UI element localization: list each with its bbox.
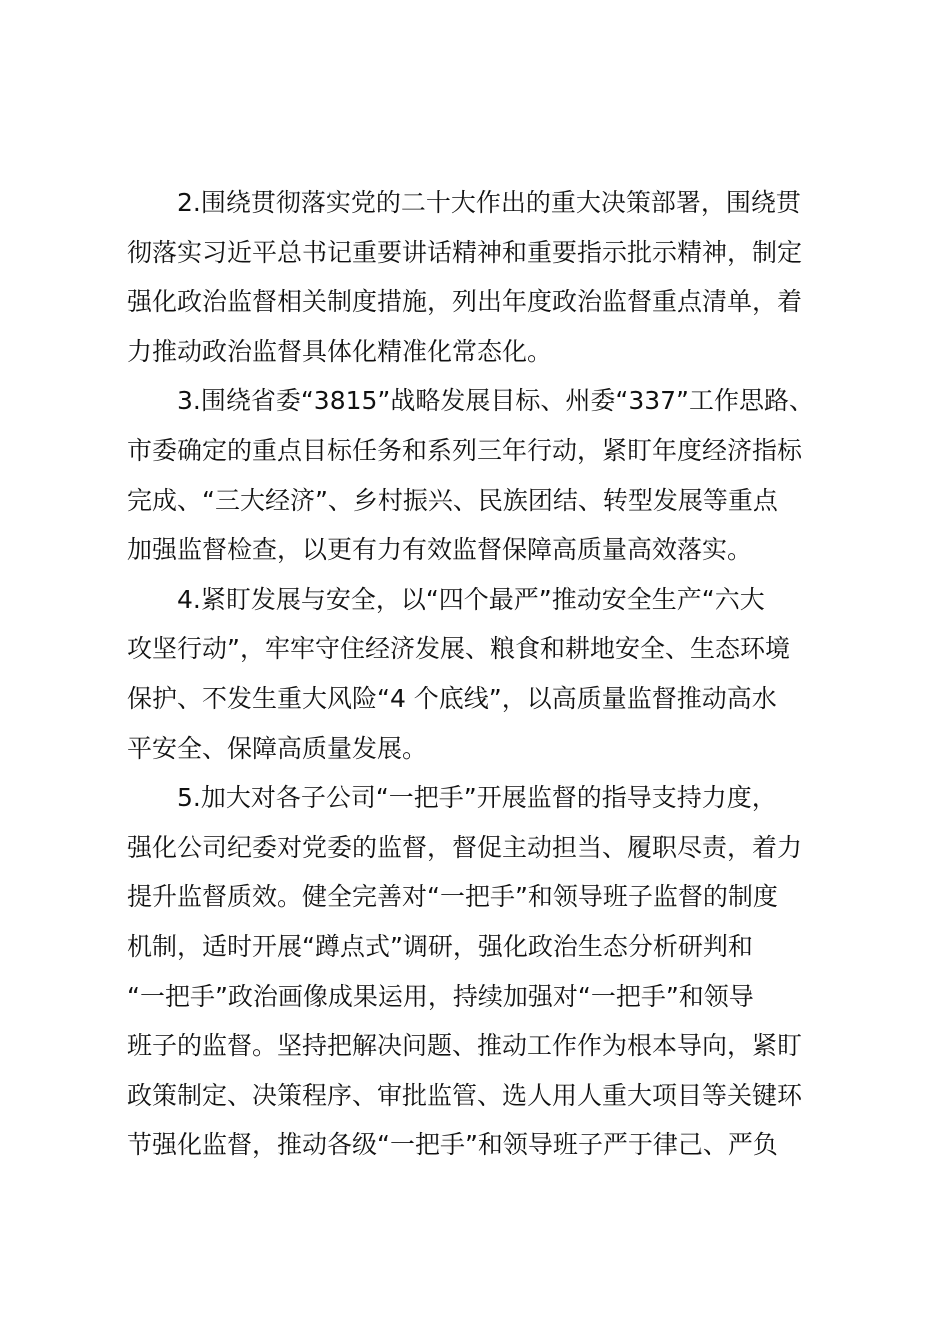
text-line: 4.紧盯发展与安全，以“四个最严”推动安全生产“六大 [177,584,765,614]
text-line: 5.加大对各子公司“一把手”开展监督的指导支持力度， [177,783,777,813]
text-line: 政策制定、决策程序、审批监管、选人用人重大项目等关键环 [127,1080,803,1110]
text-line: 保护、不发生重大风险“4 个底线”，以高质量监督推动高水 [127,683,777,713]
text-line: 彻落实习近平总书记重要讲话精神和重要指示批示精神，制定 [127,237,803,267]
paragraph-item-4 [127,575,839,773]
text-line: 班子的监督。坚持把解决问题、推动工作作为根本导向，紧盯 [127,1031,803,1061]
text-line: 强化公司纪委对党委的监督，督促主动担当、履职尽责，着力 [127,832,803,862]
text-line: 平安全、保障高质量发展。 [127,733,428,763]
paragraph-item-2 [127,178,839,376]
text-line: 完成、“三大经济”、乡村振兴、民族团结、转型发展等重点 [127,485,778,515]
text-line: 机制，适时开展“蹲点式”调研，强化政治生态分析研判和 [127,931,753,961]
text-line: 3.围绕省委“3815”战略发展目标、州委“337”工作思路、 [177,386,815,416]
text-line: 节强化监督，推动各级“一把手”和领导班子严于律己、严负 [127,1130,778,1160]
text-line: 2.围绕贯彻落实党的二十大作出的重大决策部署，围绕贯 [177,188,801,217]
paragraph-item-5 [127,773,839,1170]
text-line: 强化政治监督相关制度措施，列出年度政治监督重点清单，着 [127,287,803,317]
text-line: “一把手”政治画像成果运用，持续加强对“一把手”和领导 [127,981,754,1011]
text-line: 力推动政治监督具体化精准化常态化。 [127,336,553,366]
text-line: 提升监督质效。健全完善对“一把手”和领导班子监督的制度 [127,882,778,912]
text-line: 攻坚行动”，牢牢守住经济发展、粮食和耕地安全、生态环境 [127,634,790,664]
text-line: 市委确定的重点目标任务和系列三年行动，紧盯年度经济指标 [127,435,803,465]
text-line: 加强监督检查，以更有力有效监督保障高质量高效落实。 [127,535,753,565]
paragraph-item-3 [127,376,839,574]
document-body [127,178,839,1170]
